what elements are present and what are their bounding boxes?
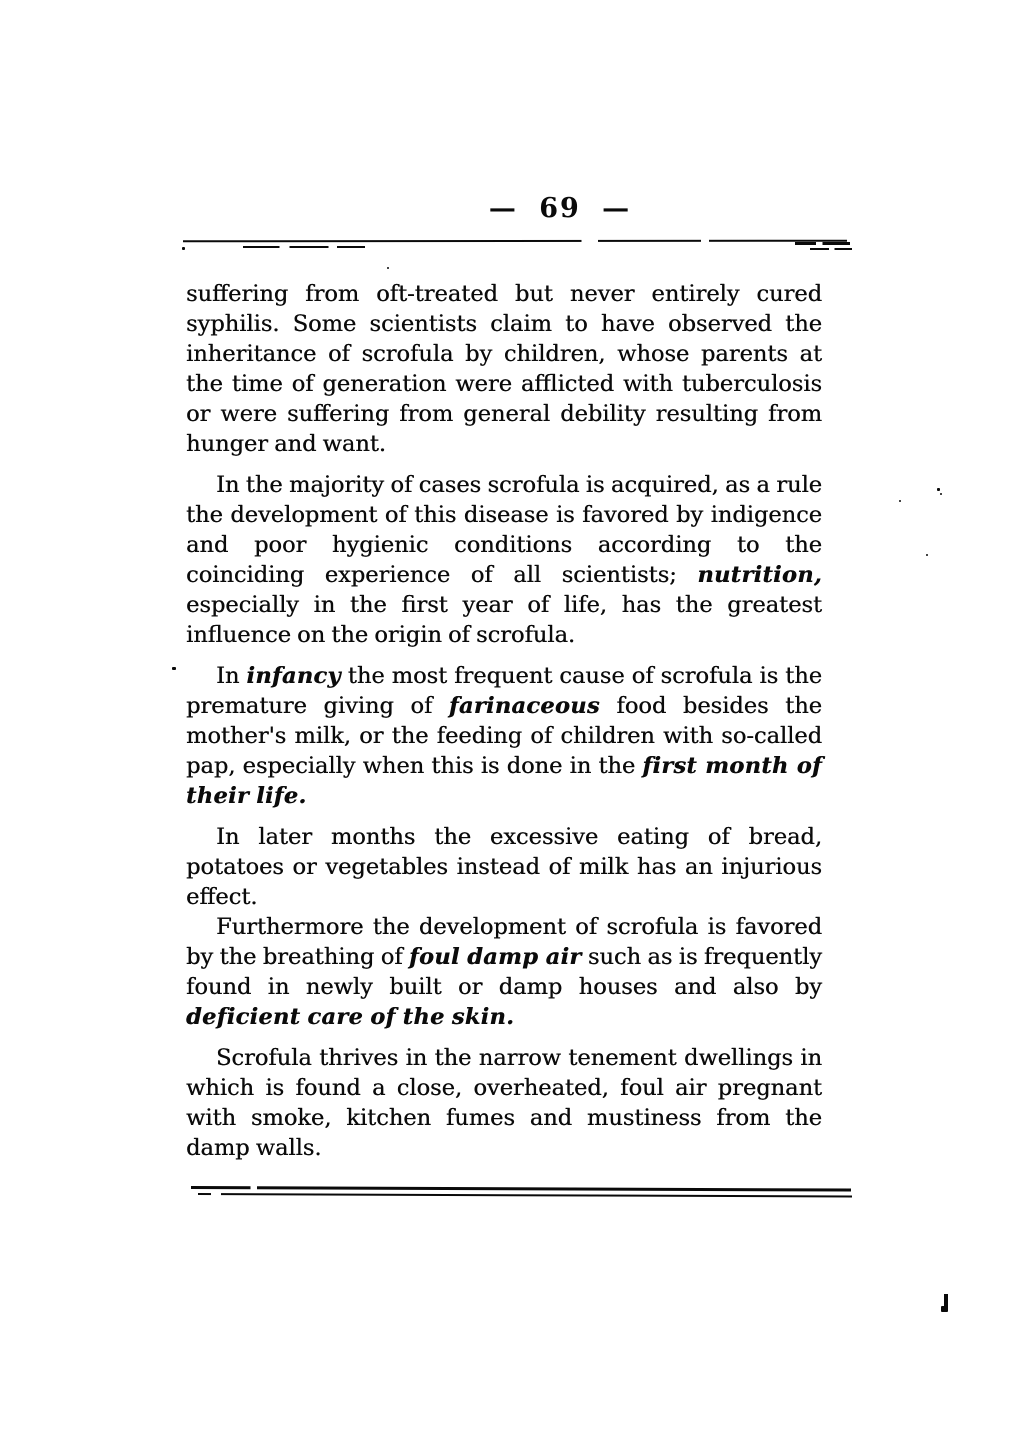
ink-speck [899, 500, 901, 502]
bottom-rule-lower [198, 1193, 852, 1198]
ink-speck [940, 493, 942, 495]
text-run: In later months the excessive eating of bread, potatoes or vegetables instead of milk has an injurious effect. [186, 824, 822, 910]
bottom-rule-upper [191, 1186, 851, 1192]
paragraph [186, 1043, 822, 1163]
emphasized-text: deficient care of the skin. [186, 1004, 515, 1030]
top-rule-fragment [243, 246, 365, 248]
emphasized-text: farinaceous [448, 693, 600, 719]
text-run: such as is frequently found in newly built or damp houses and also by [186, 944, 822, 1000]
paragraph [186, 822, 822, 912]
text-run: In [216, 663, 247, 689]
text-run: Scrofula thrives in the narrow tenement dwellings in which is found a close, overheated, foul air pregnant with smoke, kitchen fumes and mustiness from the damp walls. [186, 1045, 822, 1161]
emphasized-text: infancy [246, 663, 341, 689]
text-run: Furthermore the development of scrofula is favored by the breathing of [186, 914, 822, 970]
ink-speck [182, 247, 185, 250]
ink-speck [387, 267, 389, 269]
text-run: food besides the mother's milk, or the feeding of children with so-called pap, especially when this is done in the [186, 693, 822, 779]
margin-dot [172, 667, 176, 670]
page-body [186, 279, 822, 1174]
text-run: In the majority of cases scrofula is acquired, as a rule the development of this disease is favored by indigence and poor hygienic conditions according to the coinciding experience of all scientists; [186, 472, 822, 588]
paragraph [186, 912, 822, 1032]
text-run: the most frequent cause of scrofula is the premature giving of [186, 663, 823, 719]
paragraph [186, 470, 822, 650]
text-run: especially in the first year of life, has the greatest influence on the origin of scrofula. [186, 592, 822, 648]
emphasized-text: nutrition, [697, 562, 822, 588]
ink-speck [926, 554, 928, 556]
page-number: — 69 — [488, 193, 632, 224]
top-rule-dash [810, 248, 852, 250]
text-run: suffering from oft-treated but never entirely cured syphilis. Some scientists claim to have observed the inheritance of scrofula by children, whose parents at the time of generation were afflicted with tuberculosis or were suffering from general debility resulting from hunger and want. [186, 281, 822, 457]
paragraph [186, 279, 822, 459]
emphasized-text: first month of their life. [186, 753, 822, 809]
emphasized-text: foul damp air [408, 944, 582, 970]
paragraph [186, 661, 822, 811]
ink-speck [937, 488, 940, 491]
top-rule [183, 240, 847, 243]
page-header [440, 193, 680, 224]
top-rule-dash [795, 242, 850, 245]
ink-blot-mark [941, 1306, 948, 1312]
